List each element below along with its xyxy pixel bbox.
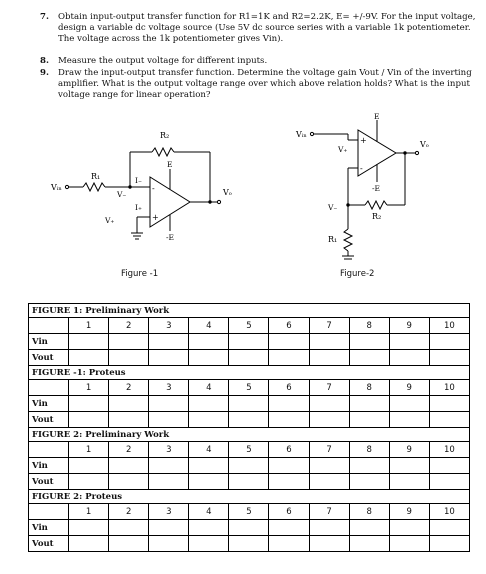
entry-cell[interactable] [229, 536, 269, 552]
figure-2-caption: Figure-2 [340, 269, 375, 279]
entry-cell[interactable] [389, 350, 429, 366]
entry-cell[interactable] [109, 334, 149, 350]
vo-label: Vₒ [420, 140, 429, 149]
column-header: 4 [189, 442, 229, 458]
row-label: Vin [29, 458, 69, 474]
question-8 [40, 56, 476, 67]
entry-cell[interactable] [229, 474, 269, 490]
row-label: Vin [29, 334, 69, 350]
entry-cell[interactable] [429, 396, 469, 412]
entry-cell[interactable] [269, 520, 309, 536]
entry-cell[interactable] [189, 458, 229, 474]
table-section-title: FIGURE -1: Proteus [29, 366, 470, 380]
header-blank-cell [29, 380, 69, 396]
plus-sign: + [152, 213, 159, 222]
e-top-label: E [167, 160, 173, 169]
entry-cell[interactable] [189, 474, 229, 490]
column-header: 6 [269, 442, 309, 458]
entry-cell[interactable] [349, 350, 389, 366]
entry-cell[interactable] [349, 412, 389, 428]
entry-cell[interactable] [309, 520, 349, 536]
row-label: Vin [29, 520, 69, 536]
figure-1-caption: Figure -1 [121, 269, 159, 279]
column-header: 9 [389, 318, 429, 334]
question-text: Obtain input-output transfer function for R1=1K and R2=2.2K, E= +/-9V. For the input voltage, design a variable dc voltage source (Use 5V dc source series with a variable 1k potentiometer. The voltage across the 1k potentiometer gives Vin). [58, 12, 476, 45]
row-label: Vin [29, 396, 69, 412]
entry-cell[interactable] [429, 474, 469, 490]
entry-cell[interactable] [69, 520, 109, 536]
question-number: 9. [40, 68, 49, 78]
entry-cell[interactable] [189, 350, 229, 366]
column-header: 4 [189, 318, 229, 334]
table-header-row [29, 504, 470, 520]
column-header: 5 [229, 318, 269, 334]
entry-cell[interactable] [109, 474, 149, 490]
entry-cell[interactable] [429, 520, 469, 536]
entry-cell[interactable] [149, 396, 189, 412]
table-row [29, 334, 470, 350]
figure-1-circuit [45, 125, 245, 255]
entry-cell[interactable] [269, 412, 309, 428]
table-section-title: FIGURE 2: Proteus [29, 490, 470, 504]
entry-cell[interactable] [189, 536, 229, 552]
vin-label: Vᵢₙ [51, 183, 62, 192]
figure-2-circuit [290, 112, 440, 262]
entry-cell[interactable] [349, 396, 389, 412]
column-header: 1 [69, 318, 109, 334]
entry-cell[interactable] [389, 474, 429, 490]
vminus-label: V₋ [328, 203, 338, 212]
table-section-title: FIGURE 2: Preliminary Work [29, 428, 470, 442]
column-header: 5 [229, 380, 269, 396]
entry-cell[interactable] [349, 334, 389, 350]
entry-cell[interactable] [269, 474, 309, 490]
column-header: 8 [349, 318, 389, 334]
column-header: 3 [149, 318, 189, 334]
entry-cell[interactable] [109, 458, 149, 474]
entry-cell[interactable] [389, 458, 429, 474]
plus-sign: + [360, 136, 367, 145]
entry-cell[interactable] [429, 412, 469, 428]
column-header: 2 [109, 442, 149, 458]
column-header: 6 [269, 380, 309, 396]
iplus-label: I₊ [135, 203, 142, 212]
entry-cell[interactable] [389, 412, 429, 428]
row-label: Vout [29, 474, 69, 490]
row-label: Vout [29, 350, 69, 366]
column-header: 3 [149, 380, 189, 396]
column-header: 9 [389, 504, 429, 520]
table-header-row [29, 442, 470, 458]
column-header: 8 [349, 504, 389, 520]
column-header: 10 [429, 504, 469, 520]
entry-cell[interactable] [429, 458, 469, 474]
entry-cell[interactable] [229, 412, 269, 428]
entry-cell[interactable] [109, 536, 149, 552]
column-header: 8 [349, 380, 389, 396]
table-row [29, 396, 470, 412]
e-bottom-label: -E [166, 233, 175, 242]
entry-cell[interactable] [309, 350, 349, 366]
column-header: 7 [309, 318, 349, 334]
entry-cell[interactable] [349, 474, 389, 490]
entry-cell[interactable] [149, 474, 189, 490]
entry-cell[interactable] [189, 396, 229, 412]
entry-cell[interactable] [309, 412, 349, 428]
table-row [29, 458, 470, 474]
row-label: Vout [29, 412, 69, 428]
entry-cell[interactable] [149, 536, 189, 552]
entry-cell[interactable] [269, 334, 309, 350]
table-header-row [29, 380, 470, 396]
entry-cell[interactable] [309, 474, 349, 490]
table-row [29, 474, 470, 490]
header-blank-cell [29, 318, 69, 334]
entry-cell[interactable] [69, 536, 109, 552]
entry-cell[interactable] [189, 412, 229, 428]
vminus-label: V₋ [117, 190, 127, 199]
column-header: 9 [389, 442, 429, 458]
entry-cell[interactable] [349, 458, 389, 474]
entry-cell[interactable] [189, 520, 229, 536]
entry-cell[interactable] [389, 334, 429, 350]
entry-cell[interactable] [309, 458, 349, 474]
entry-cell[interactable] [69, 396, 109, 412]
iminus-label: I₋ [135, 176, 142, 185]
question-7 [40, 12, 476, 46]
entry-cell[interactable] [269, 350, 309, 366]
column-header: 10 [429, 442, 469, 458]
column-header: 2 [109, 318, 149, 334]
column-header: 5 [229, 504, 269, 520]
question-9 [40, 68, 476, 102]
entry-cell[interactable] [69, 458, 109, 474]
minus-sign: - [152, 184, 155, 193]
column-header: 10 [429, 380, 469, 396]
table-header-row [29, 318, 470, 334]
question-number: 7. [40, 12, 49, 22]
entry-cell[interactable] [69, 474, 109, 490]
question-text: Draw the input-output transfer function. Determine the voltage gain Vout / Vin of the inverting amplifier. What is the output voltage range over which above relation holds? What is the input voltage range for linear operation? [58, 68, 472, 101]
entry-cell[interactable] [309, 334, 349, 350]
vo-label: Vₒ [223, 188, 232, 197]
entry-cell[interactable] [429, 536, 469, 552]
entry-cell[interactable] [69, 350, 109, 366]
column-header: 8 [349, 442, 389, 458]
entry-cell[interactable] [149, 350, 189, 366]
entry-cell[interactable] [109, 396, 149, 412]
column-header: 6 [269, 504, 309, 520]
column-header: 7 [309, 380, 349, 396]
entry-cell[interactable] [109, 350, 149, 366]
column-header: 2 [109, 504, 149, 520]
r1-label: R₁ [91, 172, 101, 181]
column-header: 1 [69, 442, 109, 458]
e-bottom-label: -E [372, 184, 381, 193]
entry-cell[interactable] [69, 334, 109, 350]
column-header: 10 [429, 318, 469, 334]
entry-cell[interactable] [349, 520, 389, 536]
header-blank-cell [29, 442, 69, 458]
entry-cell[interactable] [269, 536, 309, 552]
entry-cell[interactable] [229, 458, 269, 474]
vin-label: Vᵢₙ [296, 130, 307, 139]
entry-cell[interactable] [189, 334, 229, 350]
header-blank-cell [29, 504, 69, 520]
column-header: 7 [309, 442, 349, 458]
entry-cell[interactable] [429, 334, 469, 350]
column-header: 3 [149, 504, 189, 520]
column-header: 1 [69, 380, 109, 396]
table-row [29, 350, 470, 366]
entry-cell[interactable] [109, 520, 149, 536]
r2-label: R₂ [372, 212, 382, 221]
entry-cell[interactable] [389, 396, 429, 412]
column-header: 9 [389, 380, 429, 396]
table-row [29, 412, 470, 428]
entry-cell[interactable] [389, 536, 429, 552]
entry-cell[interactable] [229, 520, 269, 536]
entry-cell[interactable] [149, 334, 189, 350]
vplus-label: V₊ [338, 145, 348, 154]
entry-cell[interactable] [309, 536, 349, 552]
column-header: 3 [149, 442, 189, 458]
entry-cell[interactable] [269, 396, 309, 412]
question-number: 8. [40, 56, 49, 66]
entry-cell[interactable] [269, 458, 309, 474]
entry-cell[interactable] [109, 412, 149, 428]
column-header: 4 [189, 504, 229, 520]
vplus-label: V₊ [105, 216, 115, 225]
row-label: Vout [29, 536, 69, 552]
measurement-tables [28, 303, 470, 552]
entry-cell[interactable] [149, 412, 189, 428]
r1-label: R₁ [328, 235, 338, 244]
entry-cell[interactable] [149, 458, 189, 474]
column-header: 1 [69, 504, 109, 520]
table-row [29, 520, 470, 536]
table-section-title: FIGURE 1: Preliminary Work [29, 304, 470, 318]
r2-label: R₂ [160, 131, 170, 140]
e-top-label: E [374, 112, 380, 121]
minus-sign: - [360, 164, 363, 173]
entry-cell[interactable] [229, 350, 269, 366]
entry-cell[interactable] [349, 536, 389, 552]
column-header: 5 [229, 442, 269, 458]
column-header: 6 [269, 318, 309, 334]
entry-cell[interactable] [149, 520, 189, 536]
column-header: 4 [189, 380, 229, 396]
entry-cell[interactable] [69, 412, 109, 428]
column-header: 2 [109, 380, 149, 396]
question-text: Measure the output voltage for different inputs. [58, 56, 268, 66]
entry-cell[interactable] [229, 334, 269, 350]
column-header: 7 [309, 504, 349, 520]
entry-cell[interactable] [429, 350, 469, 366]
table-row [29, 536, 470, 552]
entry-cell[interactable] [309, 396, 349, 412]
entry-cell[interactable] [389, 520, 429, 536]
entry-cell[interactable] [229, 396, 269, 412]
